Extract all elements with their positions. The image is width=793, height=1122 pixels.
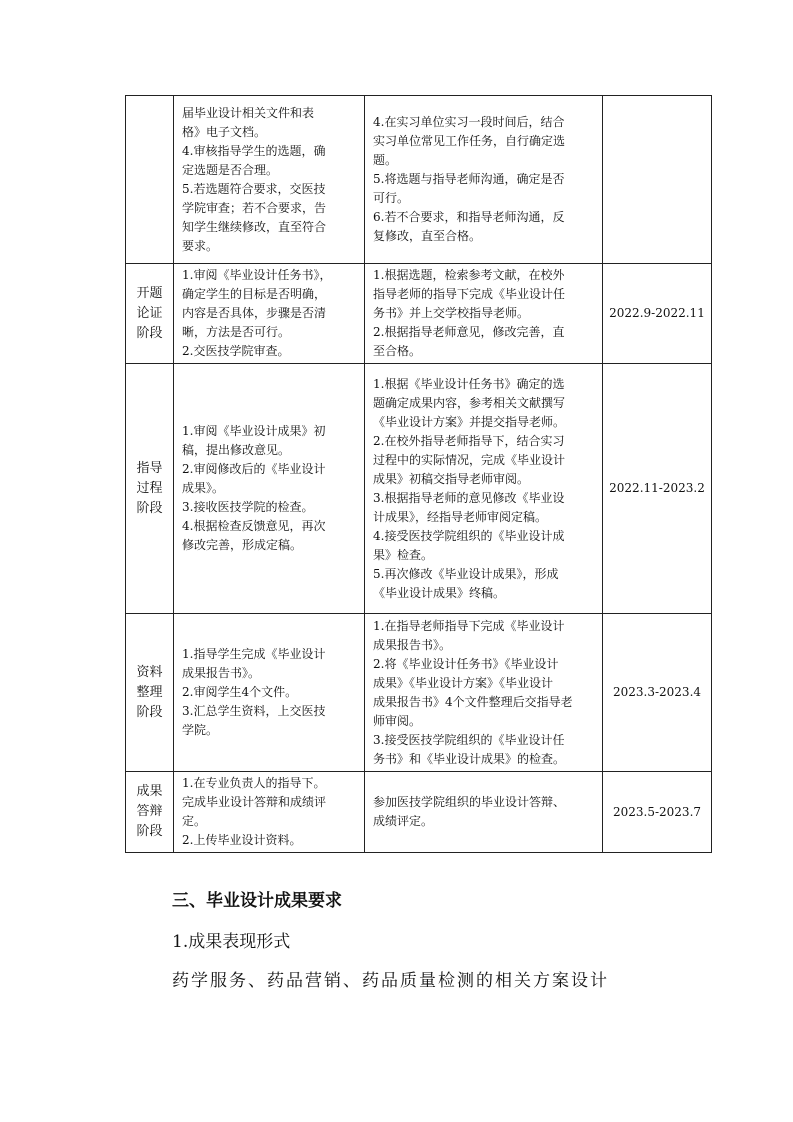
teacher-duty-line: 2.审阅修改后的《毕业设计 xyxy=(182,462,326,476)
student-tasks-cell xyxy=(365,364,603,614)
period-text: 2022.9-2022.11 xyxy=(609,306,705,320)
student-task-line: 参加医技学院组织的毕业设计答辩、 xyxy=(373,795,566,809)
stage-label-line: 阶段 xyxy=(136,325,163,341)
student-task-line: 成绩评定。 xyxy=(373,814,434,828)
stage-schedule-table xyxy=(125,95,712,853)
section-heading: 三、毕业设计成果要求 xyxy=(172,891,342,911)
student-tasks-cell xyxy=(365,772,603,853)
teacher-duties-cell xyxy=(174,364,365,614)
teacher-duties-cell xyxy=(174,264,365,364)
student-task-line: 5.再次修改《毕业设计成果》，形成 xyxy=(373,566,559,581)
teacher-duty-line: 稿，提出修改意见。 xyxy=(182,443,291,457)
table-row xyxy=(126,96,712,264)
stage-label-line: 阶段 xyxy=(136,500,163,516)
student-task-line: 1.根据《毕业设计任务书》确定的选 xyxy=(373,376,565,391)
stage-label-line: 成果 xyxy=(136,784,163,799)
student-task-line: 计成果》，经指导老师审阅定稿。 xyxy=(373,509,548,524)
teacher-duty-line: 4.根据检查反馈意见，再次 xyxy=(182,519,326,533)
student-task-line: 题。 xyxy=(373,153,398,167)
teacher-duty-line: 学院。 xyxy=(182,723,219,737)
student-task-line: 成果报告书》4个文件整理后交指导老 xyxy=(373,694,573,709)
period-text: 2023.5-2023.7 xyxy=(612,804,702,819)
student-task-line: 题确定成果内容，参考相关文献撰写 xyxy=(373,395,566,410)
teacher-duty-line: 成果》。 xyxy=(182,481,225,495)
stage-label xyxy=(136,284,162,344)
student-task-line: 指导老师的指导下完成《毕业设计任 xyxy=(373,287,566,301)
stage-label-line: 阶段 xyxy=(136,704,163,720)
student-task-line: 《毕业设计方案》并提交指导老师。 xyxy=(373,414,566,429)
student-task-line: 务书》和《毕业设计成果》的检查。 xyxy=(373,751,566,766)
student-task-line: 师审阅。 xyxy=(373,713,422,728)
teacher-duty-line: 1.审阅《毕业设计成果》初 xyxy=(182,424,326,438)
stage-cell xyxy=(126,264,174,364)
period-cell xyxy=(603,772,712,853)
student-task-line: 5.将选题与指导老师沟通，确定是否 xyxy=(373,172,565,186)
stage-label-line: 指导 xyxy=(136,460,163,476)
stage-cell xyxy=(126,364,174,614)
body-paragraph: 药学服务、药品营销、药品质量检测的相关方案设计 xyxy=(172,971,609,991)
student-task-line: 《毕业设计成果》终稿。 xyxy=(373,585,506,600)
stage-cell xyxy=(126,96,174,264)
stage-label xyxy=(136,459,162,519)
teacher-duty-line: 1.指导学生完成《毕业设计 xyxy=(182,647,326,661)
student-task-line: 成果》《毕业设计方案》《毕业设计 xyxy=(373,675,554,690)
student-task-line: 4.接受医技学院组织的《毕业设计成 xyxy=(373,528,565,543)
stage-cell xyxy=(126,614,174,772)
student-task-line: 1.在指导老师指导下完成《毕业设计 xyxy=(373,618,565,633)
table-row xyxy=(126,614,712,772)
teacher-duty-line: 4.审核指导学生的选题，确 xyxy=(182,143,326,158)
student-task-line: 过程中的实际情况，完成《毕业设计 xyxy=(373,452,566,467)
period-cell xyxy=(603,364,712,614)
teacher-duty-line: 2.审阅学生4个文件。 xyxy=(182,685,298,699)
period-text: 2023.3-2023.4 xyxy=(612,685,702,699)
student-task-line: 成果报告书》。 xyxy=(373,637,452,652)
teacher-duty-line: 2.交医技学院审查。 xyxy=(182,344,290,358)
student-task-line: 实习单位常见工作任务，自行确定选 xyxy=(373,134,566,148)
teacher-duty-line: 成果报告书》。 xyxy=(182,666,261,680)
student-task-line: 2.在校外指导老师指导下，结合实习 xyxy=(373,433,565,448)
stage-label xyxy=(136,663,162,723)
teacher-duty-line: 确定学生的目标是否明确， xyxy=(182,287,327,301)
period-cell xyxy=(603,264,712,364)
student-task-line: 3.接受医技学院组织的《毕业设计任 xyxy=(373,732,565,747)
table-row xyxy=(126,364,712,614)
teacher-duties-cell xyxy=(174,614,365,772)
student-task-line: 6.若不合要求，和指导老师沟通，反 xyxy=(373,210,565,224)
teacher-duty-line: 知学生继续修改，直至符合 xyxy=(182,219,327,234)
stage-label-line: 答辩 xyxy=(136,804,163,819)
student-task-line: 1.根据选题，检索参考文献，在校外 xyxy=(373,268,565,282)
teacher-duty-line: 2.上传毕业设计资料。 xyxy=(182,833,302,847)
student-task-line: 3.根据指导老师的意见修改《毕业设 xyxy=(373,490,565,505)
teacher-duty-line: 学院审查；若不合要求，告 xyxy=(182,200,327,215)
student-task-line: 2.根据指导老师意见，修改完善，直 xyxy=(373,325,565,339)
stage-label-line: 资料 xyxy=(136,664,163,680)
student-task-line: 可行。 xyxy=(373,191,410,205)
student-task-line: 4.在实习单位实习一段时间后，结合 xyxy=(373,115,565,129)
student-task-line: 复修改，直至合格。 xyxy=(373,229,482,243)
teacher-duties-cell xyxy=(174,772,365,853)
teacher-duty-line: 届毕业设计相关文件和表 xyxy=(182,105,315,120)
teacher-duty-line: 格》电子文档。 xyxy=(182,124,267,139)
teacher-duty-line: 定。 xyxy=(182,814,207,828)
stage-label-line: 过程 xyxy=(136,480,163,496)
teacher-duty-line: 3.汇总学生资料，上交医技 xyxy=(182,704,326,718)
teacher-duty-line: 定选题是否合理。 xyxy=(182,162,279,177)
student-task-line: 成果》初稿交指导老师审阅。 xyxy=(373,471,530,486)
table-row xyxy=(126,264,712,364)
stage-label xyxy=(136,782,162,842)
table-body xyxy=(126,96,712,853)
subsection-heading: 1.成果表现形式 xyxy=(172,932,291,952)
period-text: 2022.11-2023.2 xyxy=(609,481,705,495)
stage-cell xyxy=(126,772,174,853)
teacher-duty-line: 5.若选题符合要求，交医技 xyxy=(182,181,326,196)
teacher-duty-line: 晰，方法是否可行。 xyxy=(182,325,291,339)
teacher-duty-line: 3.接收医技学院的检查。 xyxy=(182,500,314,514)
student-tasks-cell xyxy=(365,96,603,264)
student-task-line: 2.将《毕业设计任务书》《毕业设计 xyxy=(373,656,559,671)
student-task-line: 务书》并上交学校指导老师。 xyxy=(373,306,530,320)
teacher-duties-cell xyxy=(174,96,365,264)
teacher-duty-line: 要求。 xyxy=(182,238,219,253)
teacher-duty-line: 1.在专业负责人的指导下。 xyxy=(182,776,326,790)
teacher-duty-line: 内容是否具体，步骤是否清 xyxy=(182,306,327,320)
teacher-duty-line: 1.审阅《毕业设计任务书》， xyxy=(182,268,332,282)
period-cell xyxy=(603,614,712,772)
student-tasks-cell xyxy=(365,264,603,364)
student-task-line: 果》检查。 xyxy=(373,547,434,562)
stage-label-line: 开题 xyxy=(136,285,163,301)
table-row xyxy=(126,772,712,853)
stage-label-line: 整理 xyxy=(136,684,163,700)
teacher-duty-line: 修改完善，形成定稿。 xyxy=(182,538,303,552)
teacher-duty-line: 完成毕业设计答辩和成绩评 xyxy=(182,795,327,809)
stage-label-line: 阶段 xyxy=(136,824,163,839)
student-task-line: 至合格。 xyxy=(373,344,422,358)
period-cell xyxy=(603,96,712,264)
stage-label-line: 论证 xyxy=(136,305,163,321)
student-tasks-cell xyxy=(365,614,603,772)
